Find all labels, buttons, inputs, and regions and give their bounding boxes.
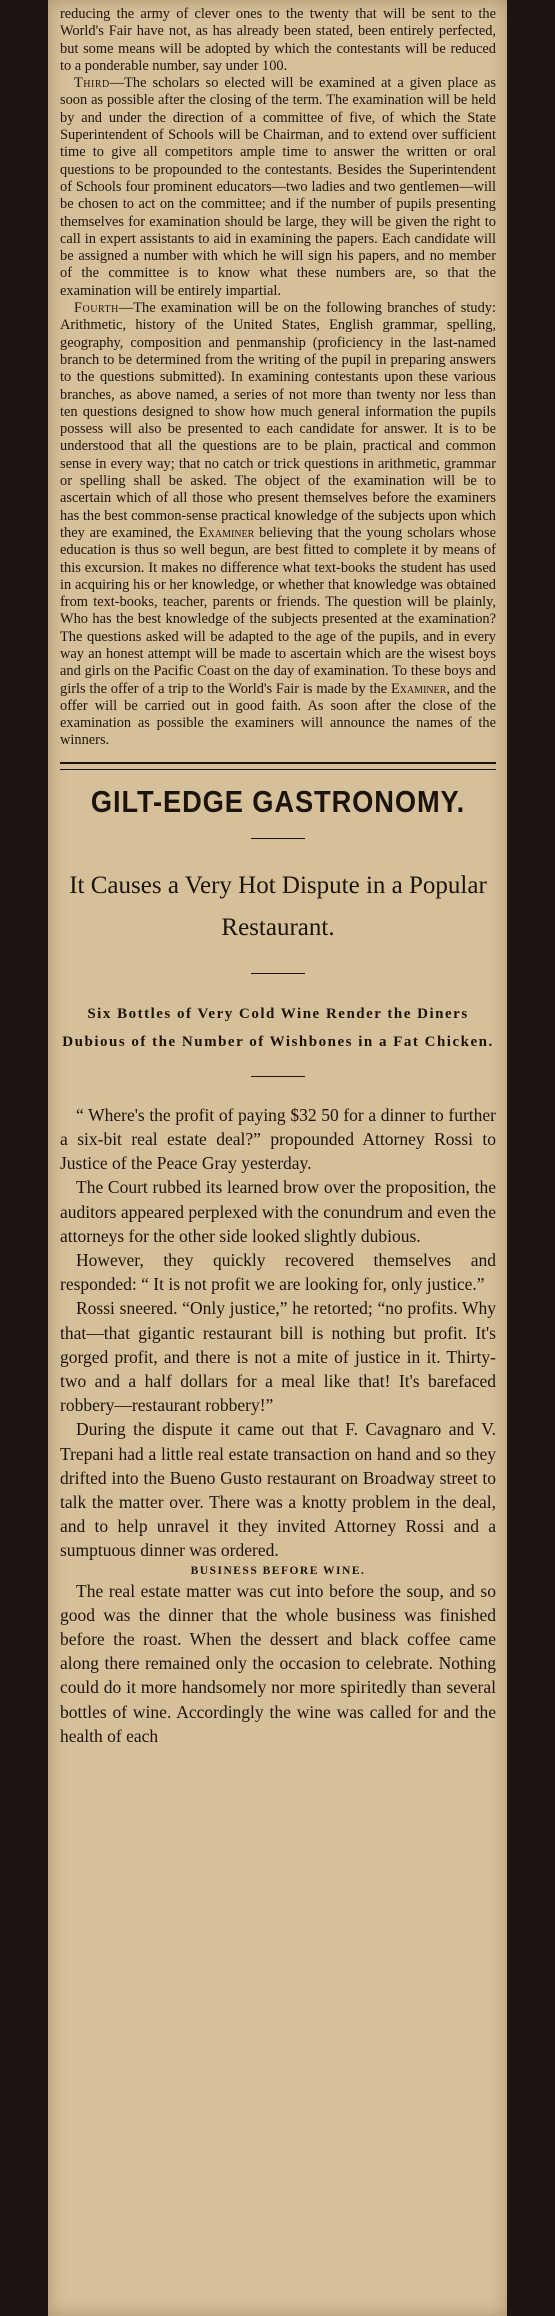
article-column bbox=[60, 6, 496, 1748]
article1-fourth-lead: Fourth bbox=[74, 300, 119, 317]
article1-fourth-text-b: believing that the young scholars whose education is thus so well begun, are best fitted to complete it by means of this excursion. It makes no difference what text-books the student has used in acquiring his or her knowledge, or whether that knowledge was obtained from text-books, teacher, parents or friends. The question will be plainly, Who has the best knowledge of the subjects presented at the examination? The questions asked will be adapted to the age of the pupils, and in every way an honest attempt will be made to ascertain which are the wisest boys and girls on the Pacific Coast on the day of examination. To these boys and girls the offer of a trip to the World's Fair is made by the bbox=[60, 524, 496, 697]
examiner-name-1: Examiner bbox=[198, 524, 255, 541]
examiner-name-2: Examiner bbox=[390, 680, 447, 697]
article1-paragraph-1: reducing the army of clever ones to the twenty that will be sent to the World's Fair have not, as has already been stated, been entirely perfected, but some means will be adopted by which the contestants will be reduced to a ponderable number, say under 100. bbox=[60, 6, 496, 74]
article1-paragraph-third bbox=[60, 75, 496, 300]
article2-paragraph-3: However, they quickly recovered themselves and responded: “ It is not profit we are looking for, only justice.” bbox=[60, 1249, 496, 1295]
article2-deck: Six Bottles of Very Cold Wine Render the Diners Dubious of the Number of Wishbones in a Fat Chicken. bbox=[62, 1005, 494, 1050]
article1-third-text: —The scholars so elected will be examined at a given place as soon as possible after the closing of the term. The examination will be held by and under the direction of a committee of five, of which the State Superintendent of Schools will be Chairman, and to extend over sufficient time to give all competitors ample time to answer the written or oral questions to be propounded to the contestants. Besides the Superintendent of Schools four prominent educators—two ladies and two gentlemen—will be chosen to act on the committee; and if the number of pupils presenting themselves for examination should be large, they will be given the right to call in expert assistants to aid in examining the papers. Each candidate will be assigned a number with which he will sign his papers, and no member of the committee is to know what these numbers are, so that the examination will be entirely impartial. bbox=[60, 75, 496, 299]
article2-paragraph-5: During the dispute it came out that F. Cavagnaro and V. Trepani had a little real estate transaction on hand and so they drifted into the Bueno Gusto restaurant on Broadway street to talk the matter over. There was a knotty problem in the deal, and to help unravel it they invited Attorney Rossi and a sumptuous dinner was ordered. bbox=[60, 1419, 496, 1561]
article1-paragraph-fourth bbox=[60, 300, 496, 750]
article2-subhead: It Causes a Very Hot Dispute in a Popular Restaurant. bbox=[69, 871, 487, 941]
article1-fourth-text-c: , and the offer will be carried out in good faith. As soon after the close of the examination as possible the examiners will announce the names of the winners. bbox=[60, 680, 497, 749]
headline-rule bbox=[251, 838, 305, 839]
newspaper-clipping bbox=[48, 0, 507, 2316]
section-divider bbox=[60, 762, 496, 770]
article2-paragraph-6: The real estate matter was cut into before the soup, and so good was the dinner that the whole business was finished before the roast. When the dessert and black coffee came along there remained only the occasion to celebrate. Nothing could do it more handsomely nor more spiritedly than several bottles of wine. Accordingly the wine was called for and the health of each bbox=[60, 1580, 496, 1746]
subhead-rule bbox=[251, 973, 305, 974]
article1-fourth-text-a: —The examination will be on the following branches of study: Arithmetic, history of the United States, English grammar, spelling, geography, composition and penmanship (proficiency in the last-named branch to be determined from the writing of the pupil in preparing answers to the questions submitted). In examining contestants upon these various branches, as above named, a series of not more than twenty nor less than ten questions designed to show how much general information the pupils possess will also be presented to each candidate for answer. It is to be understood that all the questions are to be plain, practical and common sense in every way; that no catch or trick questions in arithmetic, grammar or spelling shall be asked. The object of the examination will be to ascertain which of all those who present themselves before the examiners has the best common-sense practical knowledge of the subjects upon which they are examined, the bbox=[60, 300, 496, 541]
article2-paragraph-4: Rossi sneered. “Only justice,” he retorted; “no profits. Why that—that gigantic restaurant bill is nothing but profit. It's gorged profit, and there is not a mite of justice in it. Thirty-two and a half dollars for a meal like that! It's barefaced robbery—restaurant robbery!” bbox=[60, 1298, 496, 1416]
deck-rule bbox=[251, 1076, 305, 1077]
article2-paragraph-1: “ Where's the profit of paying $32 50 for a dinner to further a six-bit real estate deal?” propounded Attorney Rossi to Justice of the Peace Gray yesterday. bbox=[60, 1104, 496, 1174]
article1-third-lead: Third bbox=[74, 75, 110, 92]
article2-headline: GILT-EDGE GASTRONOMY. bbox=[90, 783, 466, 819]
article2-paragraph-2: The Court rubbed its learned brow over the proposition, the auditors appeared perplexed with the conundrum and even the attorneys for the other side looked slightly dubious. bbox=[60, 1177, 496, 1246]
article2-crosshead: BUSINESS BEFORE WINE. bbox=[190, 1564, 366, 1577]
